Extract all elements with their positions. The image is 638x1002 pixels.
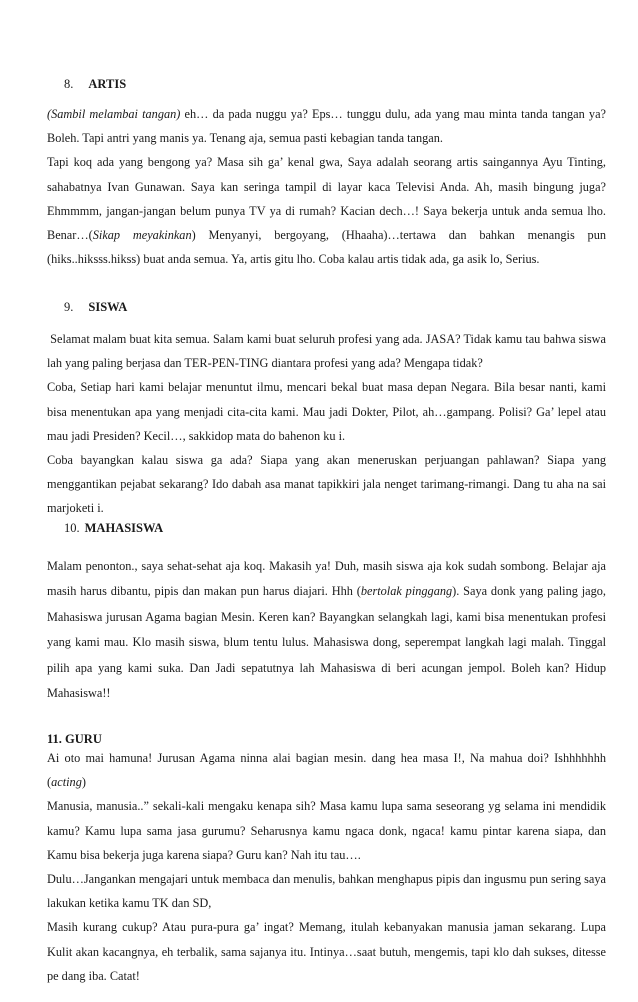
section-8-paragraph-1: (Sambil melambai tangan) eh… da pada nuggu ya? Eps… tunggu dulu, ada yang mau minta tanda tangan ya? Boleh. Tapi antri yang manis ya. Tenang aja, semua pasti kebagian tanda tangan. [47,107,606,146]
section-10-paragraph-1: Malam penonton., saya sehat-sehat aja koq. Makasih ya! Duh, masih siswa aja kok sudah sombong. Belajar aja masih harus dibantu, pipis dan makan pun harus diajari. Hhh (bertolak pinggang). Saya donk yang paling jago, Mahasiswa jurusan Agama bagian Mesin. Keren kan? Bayangkan selangkah lagi, kami bisa menentukan profesi yang kami mau. Klo masih siswa, blum tentu lulus. Mahasiswa dong, seperempat langkah lagi malah. Tinggal pilih apa yang kami suka. Dan Jadi sepatutnya lah Mahasiswa di beri acungan jempol. Boleh kan? Hidup Mahasiswa!! [47,559,606,701]
section-11-paragraph-4: Masih kurang cukup? Atau pura-pura ga’ ingat? Memang, itulah kebanyakan manusia jaman sekarang. Lupa Kulit akan kacangnya, eh terbalik, sama sajanya itu. Intinya…saat butuh, mengemis, tapi klo dah sukses, ditesse pe dang iba. Catat! [47,920,606,983]
section-9-paragraph-3: Coba bayangkan kalau siswa ga ada? Siapa yang akan meneruskan perjuangan pahlawan? Siapa yang menggantikan pejabat sekarang? Ido dabah asa manat tapikkiri jala nenget tarimang-rimangi. Dang tu aha na sai marjoketi i. [47,453,606,516]
section-9-title: SISWA [88,300,128,314]
section-10-number: 10. [64,521,80,535]
section-9-body [47,327,610,521]
stage-direction: acting [51,775,82,790]
section-11-paragraph-3: Dulu…Jangankan mengajari untuk membaca dan menulis, bahkan menghapus pipis dan ingusmu pun sering saya lakukan ketika kamu TK dan SD, [47,872,606,911]
section-8-body [47,102,606,271]
section-8-title: ARTIS [88,77,127,91]
section-9-number: 9. [64,300,74,314]
stage-direction: Sikap meyakinkan [92,228,192,243]
section-9-heading [47,297,127,317]
section-9-paragraph-1: Selamat malam buat kita semua. Salam kami buat seluruh profesi yang ada. JASA? Tidak kamu tau bahwa siswa lah yang paling berjasa dan TER-PEN-TING diantara profesi yang ada? Mengapa tidak? [47,332,610,371]
section-10-body [47,554,606,706]
section-11-body [47,746,606,988]
section-10-heading [47,518,163,538]
section-11-paragraph-1: Ai oto mai hamuna! Jurusan Agama ninna alai bagian mesin. dang hea masa I!, Na mahua doi? Ishhhhhhh (acting) [47,751,606,790]
section-10-title: MAHASISWA [84,521,164,535]
stage-direction: (Sambil melambai tangan) [47,107,181,121]
section-11-heading: 11. GURU [47,732,102,746]
section-9-paragraph-2: Coba, Setiap hari kami belajar menuntut ilmu, mencari bekal buat masa depan Negara. Bila besar nanti, kami bisa menentukan apa yang menjadi cita-cita kami. Mau jadi Dokter, Pilot, ah…gampang. Polisi? Ga’ lepel atau mau jadi Presiden? Kecil…, sakkidop mata do bahenon ku i. [47,380,606,443]
section-8-heading [47,74,126,94]
section-8-number: 8. [64,77,74,91]
section-11-paragraph-2: Manusia, manusia..” sekali-kali mengaku kenapa sih? Masa kamu lupa sama seseorang yg selama ini mendidik kamu? Kamu lupa sama jasa gurumu? Seharusnya kamu ngaca donk, ngaca! kamu pintar karena siapa, dan Kamu bisa bekerja juga karena siapa? Guru kan? Nah itu tau…. [47,799,606,862]
section-8-paragraph-2: Tapi koq ada yang bengong ya? Masa sih ga’ kenal gwa, Saya adalah seorang artis saingannya Ayu Tinting, sahabatnya Ivan Gunawan. Saya kan seringa tampil di layar kaca Televisi Anda. Ah, masih bingung juga? Ehmmmm, jangan-jangan belum punya TV ya di rumah? Kacian dech…! Saya bekerja untuk anda semua lho. Benar…(Sikap meyakinkan) Menyanyi, bergoyang, (Hhaaha)…tertawa dan bahkan menangis pun (hiks..hiksss.hikss) buat anda semua. Ya, artis gitu lho. Coba kalau artis tidak ada, ga asik lo, Serius. [47,155,606,267]
stage-direction: bertolak pinggang [360,584,453,599]
